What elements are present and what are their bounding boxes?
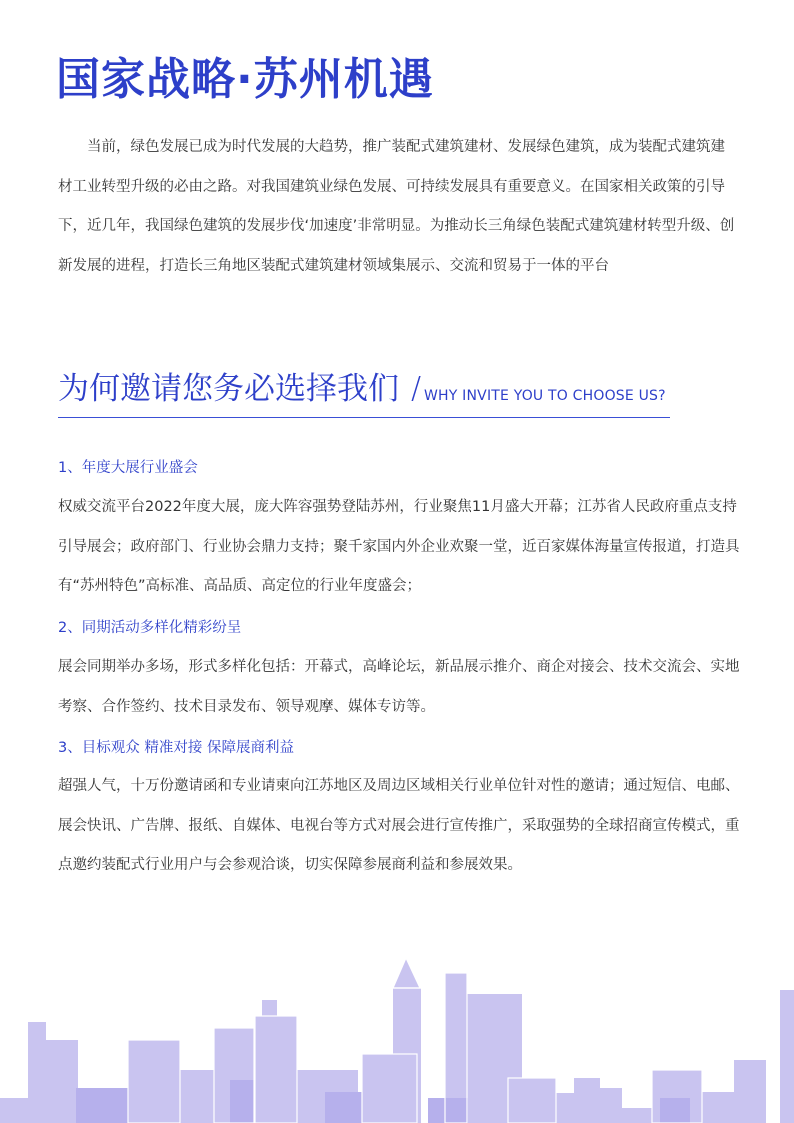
section-title-cn: 为何邀请您务必选择我们 (58, 371, 399, 407)
section-title-slash: / (411, 371, 422, 406)
intro-paragraph: 当前，绿色发展已成为时代发展的大趋势，推广装配式建筑建材、发展绿色建筑，成为装配式建筑建材工业转型升级的必由之路。对我国建筑业绿色发展、可持续发展具有重要意义。在国家相关政策的引导下，近几年，我国绿色建筑的发展步伐‘加速度’非常明显。为推动长三角绿色装配式建筑建材转型升级、创新发展的进程，打造长三角地区装配式建筑建材领域集展示、交流和贸易于一体的平台 (58, 139, 735, 274)
item-1-title: 1、年度大展行业盛会 (58, 460, 198, 476)
item-3-title: 3、目标观众 精准对接 保障展商利益 (58, 740, 294, 756)
section-title-en: WHY INVITE YOU TO CHOOSE US? (424, 388, 666, 404)
item-3-body: 超强人气，十万份邀请函和专业请柬向江苏地区及周边区域相关行业单位针对性的邀请；通过短信、电邮、展会快讯、广告牌、报纸、自媒体、电视台等方式对展会进行宣传推广，采取强势的全球招商宣传模式，重点邀约装配式行业用户与会参观洽谈，切实保障参展商利益和参展效果。 (58, 778, 740, 873)
item-2-title: 2、同期活动多样化精彩纷呈 (58, 620, 242, 636)
city-skyline-illustration (0, 950, 794, 1123)
section-header (58, 365, 670, 418)
item-1-body: 权威交流平台2022年度大展，庞大阵容强势登陆苏州，行业聚焦11月盛大开幕；江苏省人民政府重点支持引导展会；政府部门、行业协会鼎力支持；聚千家国内外企业欢聚一堂，近百家媒体海量宣传报道，打造具有“苏州特色”高标准、高品质、高定位的行业年度盛会； (58, 499, 740, 594)
page-title: 国家战略·苏州机遇 (56, 54, 434, 105)
item-2-body: 展会同期举办多场，形式多样化包括：开幕式，高峰论坛，新品展示推介、商企对接会、技术交流会、实地考察、合作签约、技术目录发布、领导观摩、媒体专访等。 (58, 659, 740, 715)
